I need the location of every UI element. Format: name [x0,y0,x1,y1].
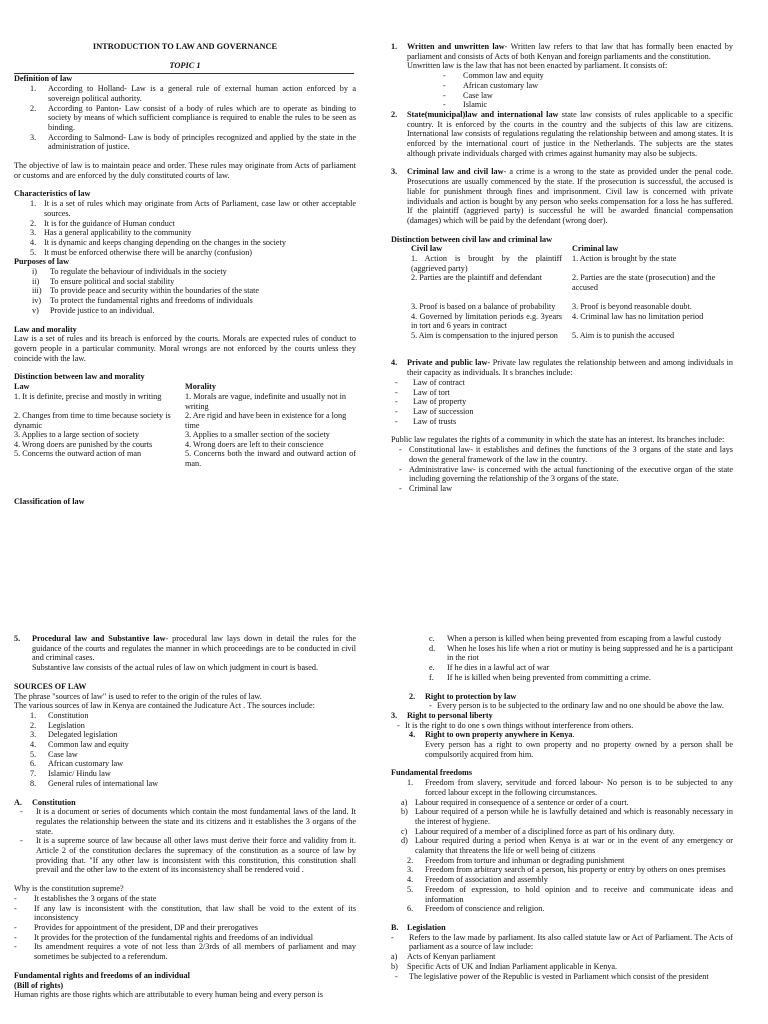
section-criminal-law: 3. Criminal law and civil law- a crime is a wrong to the state as provided under the penal code. Prosecutions are usually commenced by the state. If the prosecution is successful, the accused is liable for punishment through fines and imprisonment. Civil law is concerned with private individuals and action is bought by any person who seeks compensation for a loss he has suffered. If the plaintiff (aggrieved party) is successful he will be awarded financial compensation (damages) which will be paid by the defendant (wrong doer). [391,167,733,225]
list-item: 1. According to Holland- Law is a general rule of external human action enforced by a sovereign political authority. [30,84,356,103]
freedoms-list [391,856,733,914]
right-protection-heading: 2. Right to protection by law [409,691,517,701]
list-item: 1. Constitution [30,710,89,720]
definition-list [14,84,356,152]
sources-paragraph: The phrase "sources of law" is used to refer to the origin of the rules of law. [14,691,262,701]
topic-label: TOPIC 1 [169,60,201,70]
table-cell: 5. Concerns both the inward and outward action of man. [185,449,356,468]
law-morality-table [14,382,356,469]
list-item: a) Labour required in consequence of a sentence or order of a court. [401,797,629,807]
criminal-column [572,244,733,340]
classification-heading: Classification of law [14,496,85,506]
table-cell: 1. Action is brought by the state [572,254,677,264]
table-cell: 2. Parties are the state (prosecution) and the accused [572,273,716,292]
constitution-list [14,807,356,875]
characteristics-heading: Characteristics of law [14,189,91,199]
list-item: - Refers to the law made by parliament. Its also called statute law or Act of Parliament. The Acts of parliament as a source of law include: [391,932,733,952]
list-item: - Criminal law [399,483,452,493]
list-item: 6. Freedom of conscience and religion. [407,904,545,914]
sources-paragraph-2: The various sources of law in Kenya are contained the Judicature Act . The sources include: [14,701,315,711]
document-page-2 [0,512,768,1024]
rights-heading: Fundamental rights and freedoms of an individual [14,970,190,980]
list-item: v) Provide justice to an individual. [32,305,155,315]
unwritten-paragraph: Unwritten law is the law that has not been enacted by parliament. It consists of: [407,61,668,71]
list-item: 1. Freedom from slavery, servitude and forced labour- No person is to be subjected to any forced labour except in the following circumstances. [407,778,733,797]
list-item: - If any law is inconsistent with the constitution, that law shall be void to the extent of its inconsistency [14,903,356,923]
document-title: INTRODUCTION TO LAW AND GOVERNANCE [92,42,278,51]
list-item: c. When a person is killed when being prevented from escaping from a lawful custody [429,634,722,643]
list-item: 3. Delegated legislation [30,730,118,740]
legislation-heading: B. Legislation [391,922,446,932]
forced-labour-list [391,798,733,856]
list-item: - It provides for the protection of the fundamental rights and freedoms of an individual [14,932,313,942]
right-liberty-heading: 3. Right to personal liberty [391,710,493,720]
list-item: 2. According to Panton- Law consist of a body of rules which are to operate as binding to society by means of which sufficient compliance is required to enable the rules to be seen as binding. [30,103,356,132]
list-item: 5. It must be enforced otherwise there will be anarchy (confusion) [30,247,253,257]
list-item: - Law of trusts [395,416,457,426]
list-item: 5. Freedom of expression, to hold opinion and to receive and communicate ideas and information [407,884,733,904]
list-item: 3. Has a general applicability to the community [30,228,192,238]
list-item: 4. It is dynamic and keeps changing depending on the changes in the society [30,237,286,247]
characteristics-list [14,199,356,257]
list-item: 8. General rules of international law [30,778,159,788]
list-item: f. If he is killed when being prevented from committing a crime. [429,672,651,682]
table-cell: 4. Wrong doers are punished by the courts [14,439,153,449]
freedoms-heading: Fundamental freedoms [391,768,473,778]
list-item: iii) To provide peace and security within the boundaries of the state [32,286,260,296]
table-cell: 4. Criminal law has no limitation period [572,311,704,321]
list-item: a) Acts of Kenyan parliament [391,952,496,962]
list-item: d) Labour required during a period when Kenya is at war or in the event of any emergency or calamity that threatens the life or well being of citizens [401,836,733,856]
distinction-heading: Distinction between law and morality [14,372,145,382]
definition-heading: Definition of law [14,74,73,84]
list-item: - Administrative law- is concerned with the actual functioning of the executive organ of the state including governing the relationship of the 3 organs of the state. [399,464,733,484]
column-header: Civil law [411,244,443,254]
column-header: Law [14,382,30,392]
public-law-paragraph: Public law regulates the rights of a community in which the state has an interest. Its branches include: [391,435,725,445]
purposes-heading: Purposes of law [14,257,70,267]
list-item: 2. Legislation [30,720,85,730]
table-cell: 4. Wrong doers are left to their conscience [185,439,324,449]
table-cell: 1. It is definite, precise and mostly in writing [14,391,162,401]
why-heading: Why is the constitution supreme? [14,884,124,894]
objective-paragraph: The objective of law is to maintain peace and order. These rules may originate from Acts of parliament or customs and are enforced by the duly constituted courts of law. [14,161,356,180]
civil-criminal-table [391,244,733,340]
list-item: - It is a document or series of documents which contain the most fundamental laws of the land. It regulates the relationship between the state and its citizens and it establishes the 3 organs of the state. [20,807,356,836]
right-to-life-list [391,634,733,683]
list-item: - Common law and equity [443,71,544,81]
list-item: - Islamic [443,100,488,110]
list-item: - Constitutional law- it establishes and defines the functions of the 3 organs of the state and lays down the general framework of the law in the country. [399,445,733,464]
list-item: - The legislative power of the Republic is vested in Parliament which consist of the president [395,971,709,981]
list-item: - It establishes the 3 organs of the state [14,893,157,903]
column-header: Morality [185,382,216,392]
list-item: 7. Islamic/ Hindu law [30,769,111,779]
sources-heading: SOURCES OF LAW [14,681,87,691]
list-item: 3. Freedom from arbitrary search of a person, his property or entry by others on ones premises [407,865,726,875]
list-item: - Provides for appointment of the president, DP and their prerogatives [14,922,258,932]
list-item: - It is the right to do one s own things without interference from others. [397,720,634,730]
list-item: b) Labour required of a person while he is lawfully detained and which is reasonably necessary in the interest of hygiene. [401,807,733,826]
list-item: - Every person is to be subjected to the ordinary law and no one should be above the law. [429,701,724,711]
list-item: - African customary law [443,80,539,90]
table-cell: 1. Morals are vague, indefinite and usually not in writing [185,391,346,411]
page1-left-column [14,42,356,526]
list-item: 5. Case law [30,749,78,759]
unwritten-list [391,71,733,110]
list-item: - It is a supreme source of law because all other laws must derive their force and validity from it. Article 2 of the constitution declares the supremacy of the constitution as a source of law by providing that. "If any other law is inconsistent with this constitution, this constitution shall prevail and the other law to the extent of its inconsistency shall be rendered void . [20,836,356,875]
morality-heading: Law and morality [14,324,77,334]
list-item: - Law of contract [395,377,465,387]
list-item: ii) To ensure political and social stability [32,276,175,286]
list-item: 4. Freedom of association and assembly [407,875,548,885]
table-cell: 5. Aim is compensation to the injured person [411,330,558,340]
table-cell: 4. Governed by limitation periods e.g. 3years in tort and 6 years in contract [411,311,562,331]
list-item: - Its amendment requires a vote of not less than 2/3rds of all members of parliament and may sometimes be subjected to a referendum. [14,942,356,962]
list-item: 2. Freedom from torture and inhuman or degrading punishment [407,855,625,865]
private-law-list [391,378,733,427]
column-header: Criminal law [572,244,619,254]
table-cell: 3. Proof is beyond reasonable doubt. [572,302,692,312]
list-item: b) Specific Acts of UK and Indian Parliament applicable in Kenya. [391,961,618,971]
public-law-list [391,445,733,494]
table-cell: 3. Applies to a large section of society [14,429,139,439]
table-cell: 5. Aim is to punish the accused [572,330,675,340]
section-private-law: 4. Private and public law- Private law regulates the relationship between and among individuals in their capacity as individuals. It s branches include: [391,358,733,378]
list-item: 1. It is a set of rules which may originate from Acts of Parliament, case law or other acceptable sources. [30,199,356,218]
human-rights-paragraph: Human rights are those rights which are attributable to every human being and every person is [14,990,323,1000]
purposes-list [14,267,356,316]
civil-column [411,244,572,340]
list-item: iv) To protect the fundamental rights and freedoms of individuals [32,296,253,306]
section-procedural-law: 5. Procedural law and Substantive law- procedural law lays down in detail the rules for the guidance of the courts and regulates the manner in which proceedings are to be conducted in civil and criminal cases. [14,634,356,663]
civil-criminal-heading: Distinction between civil law and criminal law [391,234,553,244]
property-paragraph: Every person has a right to own property and no property owned by a person shall be compulsorily acquired from him. [425,740,733,759]
list-item: - Law of tort [395,387,450,397]
morality-column [185,382,356,469]
table-cell: 2. Are rigid and have been in existence for a long time [185,410,347,430]
section-state-law: 2. State(municipal)law and international law state law consists of rules applicable to a specific country. It is enforced by the courts in the country and the subjects of this law are citizens. International law consists of regulations regulating the relationship between and among states. It is enforced by the international court of justice in the Netherlands. The subjects are the states although private individuals charged with crimes against humanity may also be subjects. [391,109,733,158]
table-cell: 2. Parties are the plaintiff and defendant [411,273,543,283]
page1-right-column [391,42,733,494]
constitution-heading: A. Constitution [14,797,76,807]
table-cell: 3. Applies to a smaller section of the society [185,429,330,439]
list-item: 4. Common law and equity [30,740,129,750]
list-item: c) Labour required of a member of a disciplined force as part of his ordinary duty. [401,826,675,836]
list-item: - Law of property [395,397,467,407]
list-item: i) To regulate the behaviour of individuals in the society [32,267,227,277]
page2-right-column [391,634,733,981]
list-item: 6. African customary law [30,759,124,769]
table-cell: 5. Concerns the outward action of man [14,449,142,459]
right-property-heading: 4. Right to own property anywhere in Kenya. [409,730,575,740]
list-item: - Case law [443,90,493,100]
sources-list [14,711,356,789]
law-column [14,382,185,469]
page2-left-column [14,634,356,1000]
substantive-paragraph: Substantive law consists of the actual rules of law on which judgment in court is based. [32,663,319,673]
section-written-law: 1. Written and unwritten law- Written law refers to that law that has formally been enacted by parliament and consists of Acts of both Kenyan and foreign parliaments and the constitution. [391,42,733,61]
list-item: 2. It is for the guidance of Human conduct [30,218,175,228]
list-item: e. If he dies in a lawful act of war [429,663,550,673]
list-item: d. When he loses his life when a riot or mutiny is being suppressed and he is a participant in the riot [429,643,733,663]
why-list [14,894,356,962]
table-cell: 1. Action is brought by the plaintiff (aggrieved party) [411,254,562,273]
table-cell: 2. Changes from time to time because society is dynamic [14,410,171,430]
list-item: 3. According to Salmond- Law is body of principles recognized and applied by the state in the administration of justice. [30,132,356,152]
table-cell: 3. Proof is based on a balance of probability [411,302,556,312]
morality-paragraph: Law is a set of rules and its breach is enforced by the courts. Morals are expected rules of conduct to govern people in a particular community. Moral wrongs are not enforced by the courts unless they coincide with the law. [14,334,356,363]
list-item: - Law of succession [395,406,474,416]
bill-of-rights-heading: (Bill of rights) [14,980,64,990]
